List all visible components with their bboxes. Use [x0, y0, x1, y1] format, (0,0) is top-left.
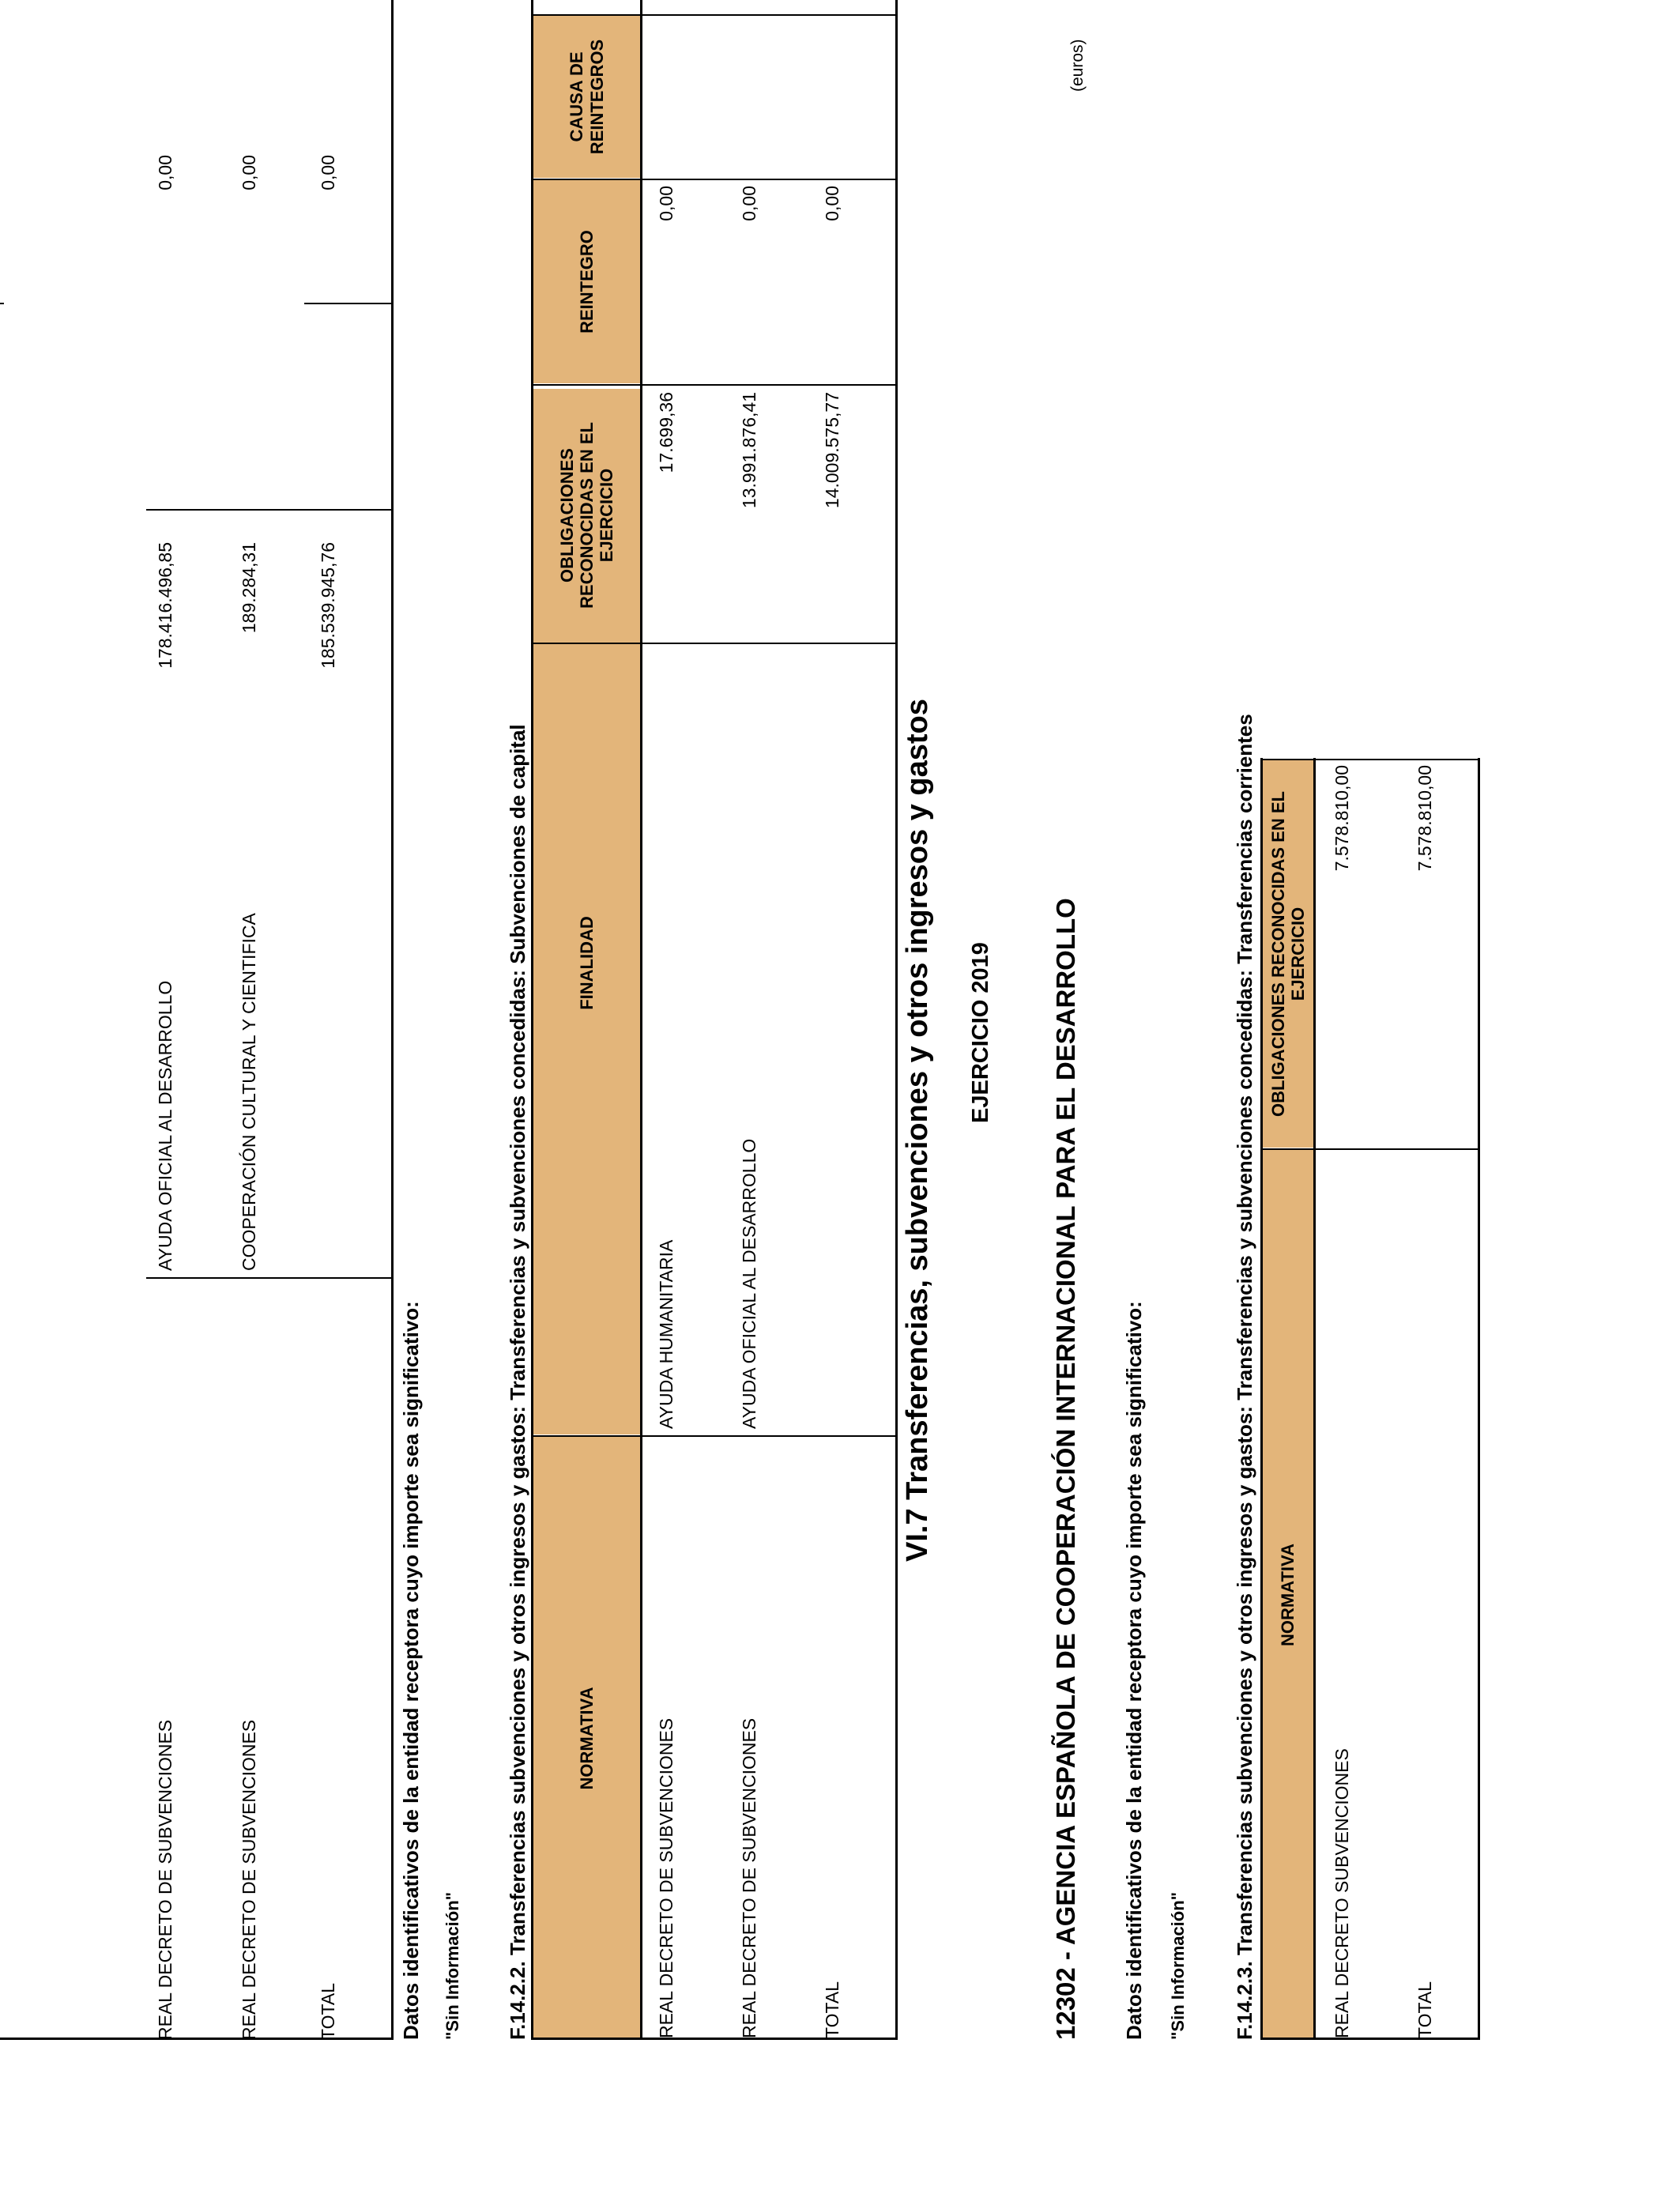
cell-finalidad: AYUDA HUMANITARIA: [656, 1239, 676, 1429]
column-divider: [531, 1435, 898, 1437]
table-border-left: [1260, 2038, 1480, 2040]
table-border-bottom: [1478, 758, 1480, 2040]
cell-normativa: REAL DECRETO SUBVENCIONES: [1332, 1748, 1352, 2038]
column-divider: [146, 509, 394, 511]
cell-finalidad: AYUDA OFICIAL AL DESARROLLO: [155, 980, 175, 1271]
column-divider: [0, 303, 4, 304]
cell-obligaciones: 13.991.876,41: [739, 392, 759, 509]
cell-finalidad: COOPERACIÓN CULTURAL Y CIENTIFICA: [239, 913, 259, 1271]
header-obligaciones: OBLIGACIONES RECONOCIDAS EN EL EJERCICIO: [1263, 760, 1313, 1148]
cell-obligaciones: 14.009.575,77: [822, 392, 842, 509]
header-causa-label: CAUSA DE REINTEGROS: [567, 39, 607, 155]
column-divider: [1260, 759, 1480, 760]
column-divider: [304, 303, 394, 304]
header-reintegro: REINTEGRO: [533, 180, 640, 383]
units-label: (euros): [1068, 39, 1087, 92]
datos-identificativos-label: Datos identificativos de la entidad receptora cuyo importe sea significativo:: [1122, 1301, 1146, 2040]
column-divider: [531, 179, 898, 180]
column-divider: [531, 384, 898, 386]
cell-normativa: REAL DECRETO DE SUBVENCIONES: [239, 1719, 259, 2040]
cell-normativa: REAL DECRETO DE SUBVENCIONES: [739, 1717, 759, 2038]
section-title-f1423: F.14.2.3. Transferencias subvenciones y otros ingresos y gastos: Transferencias y subvenciones concedidas: Transferencias corrientes: [1233, 714, 1256, 2040]
cell-obligaciones: 189.284,31: [239, 542, 259, 634]
ejercicio-label: EJERCICIO 2019: [968, 942, 993, 1123]
cell-finalidad: AYUDA OFICIAL AL DESARROLLO: [739, 1138, 759, 1429]
section-title-f1422: F.14.2.2. Transferencias subvenciones y otros ingresos y gastos: Transferencias y subvenciones concedidas: Subvenciones de capital: [506, 724, 529, 2040]
cell-obligaciones: 7.578.810,00: [1414, 765, 1435, 872]
cell-reintegro: 0,00: [656, 186, 676, 221]
cell-reintegro: 0,00: [318, 155, 338, 190]
table-border-bottom: [895, 0, 898, 2040]
column-divider: [531, 643, 898, 644]
header-obligaciones: OBLIGACIONES RECONOCIDAS EN EL EJERCICIO: [533, 389, 640, 642]
cell-obligaciones: 178.416.496,85: [155, 542, 175, 669]
datos-identificativos-label: Datos identificativos de la entidad receptora cuyo importe sea significativo:: [399, 1301, 423, 2040]
cell-normativa: TOTAL: [318, 1983, 338, 2040]
sin-informacion-label: "Sin Información": [443, 1891, 462, 2040]
header-normativa: NORMATIVA: [1263, 1150, 1313, 2040]
cell-reintegro: 0,00: [822, 186, 842, 221]
page-title: VI.7 Transferencias, subvenciones y otros ingresos y gastos: [901, 699, 934, 1562]
cell-obligaciones: 17.699,36: [656, 392, 676, 473]
column-divider: [1260, 1148, 1480, 1150]
table-border-top: [531, 0, 533, 2040]
cell-normativa: TOTAL: [822, 1981, 842, 2038]
table-border-bottom: [391, 0, 394, 2040]
header-normativa: NORMATIVA: [533, 1437, 640, 2040]
cell-normativa: REAL DECRETO DE SUBVENCIONES: [656, 1717, 676, 2038]
sin-informacion-label: "Sin Información": [1168, 1891, 1188, 2040]
column-divider: [146, 1277, 394, 1279]
cell-obligaciones: 7.578.810,00: [1332, 765, 1352, 872]
header-border-bottom: [1313, 758, 1316, 2040]
cell-normativa: REAL DECRETO DE SUBVENCIONES: [155, 1719, 175, 2040]
header-finalidad: FINALIDAD: [533, 492, 640, 1434]
cell-reintegro: 0,00: [739, 186, 759, 221]
cell-reintegro: 0,00: [155, 155, 175, 190]
header-border-bottom: [640, 0, 642, 2040]
entity-title: 12302 - AGENCIA ESPAÑOLA DE COOPERACIÓN INTERNACIONAL PARA EL DESARROLLO: [1051, 898, 1080, 2040]
header-causa-reintegros: [533, 16, 640, 178]
cell-reintegro: 0,00: [239, 155, 259, 190]
table-border-top: [1260, 758, 1263, 2040]
cell-normativa: TOTAL: [1414, 1981, 1435, 2038]
cell-obligaciones: 185.539.945,76: [318, 542, 338, 669]
